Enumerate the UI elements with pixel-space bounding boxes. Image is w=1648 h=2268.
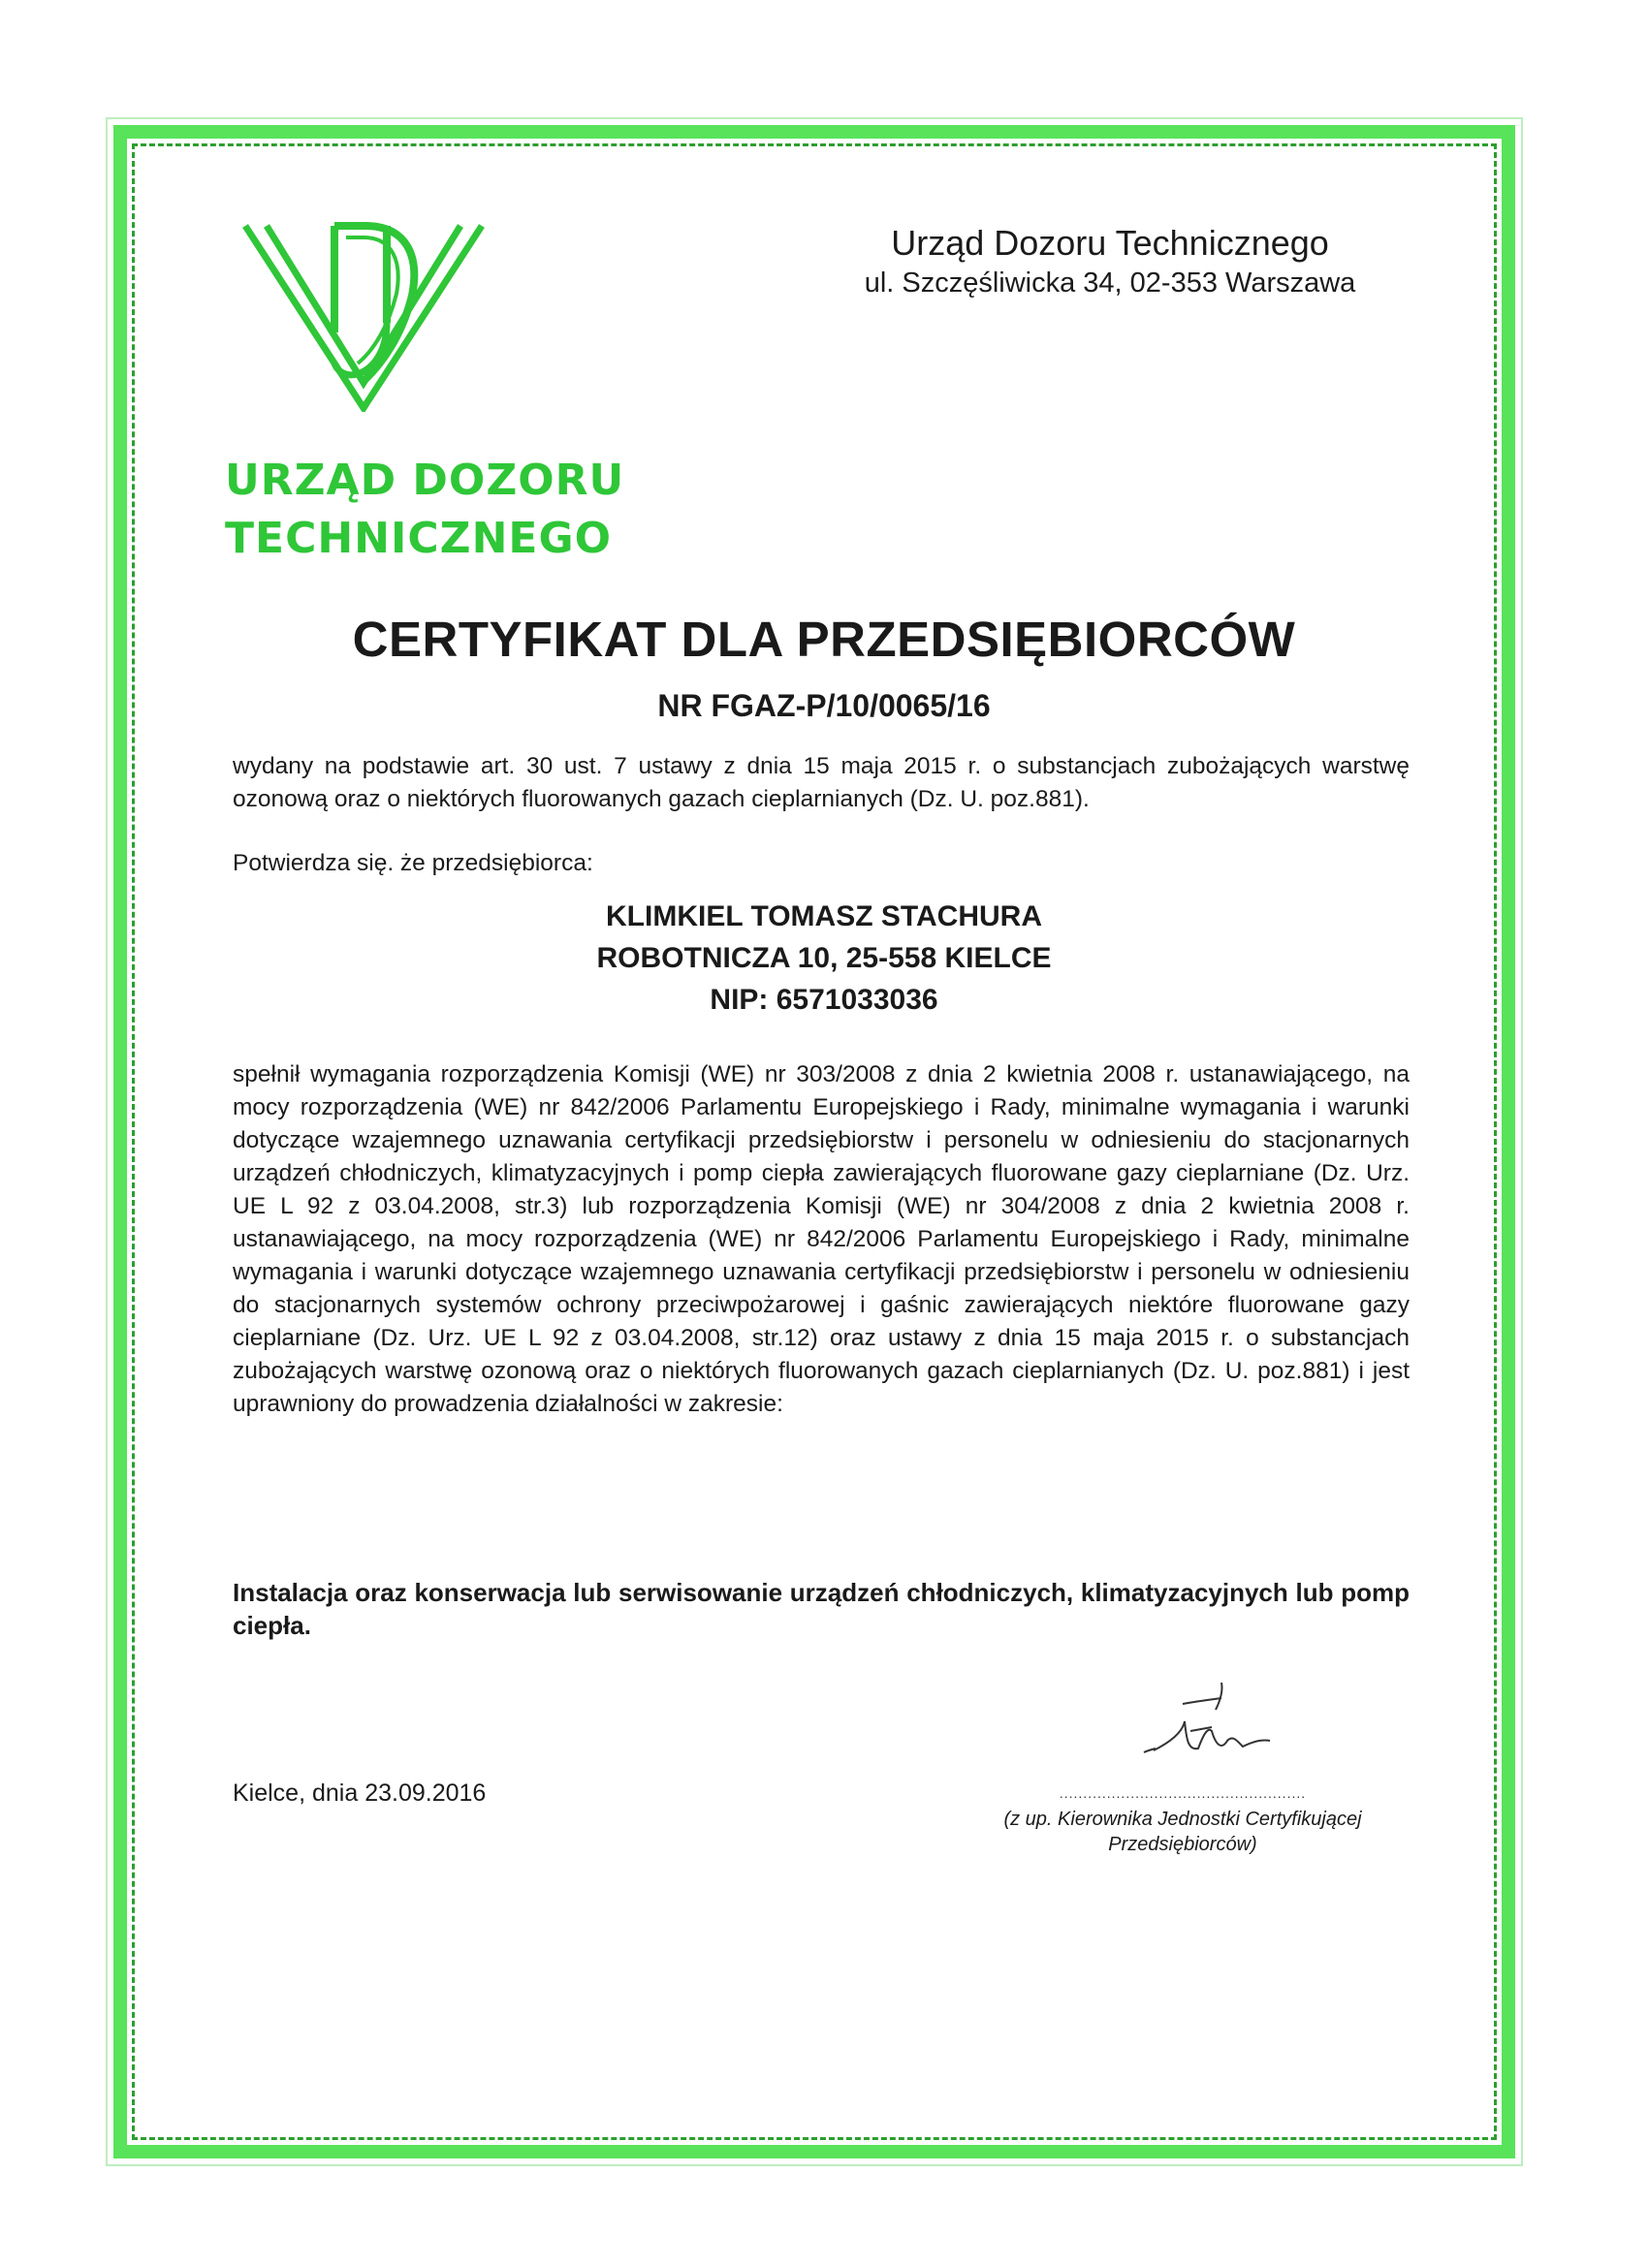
udt-logo-icon (238, 218, 490, 412)
confirmation-text: Potwierdza się. że przedsiębiorca: (233, 850, 593, 876)
handwritten-signature (1115, 1663, 1289, 1780)
logo-line-1: URZĄD DOZORU (225, 456, 625, 505)
company-name: KLIMKIEL TOMASZ STACHURA (606, 900, 1042, 932)
issuer-address: ul. Szczęśliwicka 34, 02-353 Warszawa (864, 268, 1356, 299)
logo-line-2: TECHNICZNEGO (225, 514, 612, 563)
requirements-text: spełnił wymagania rozporządzenia Komisji (WE) nr 303/2008 z dnia 2 kwietnia 2008 r. ustanawiającego, na mocy rozporządzenia (WE) nr 842/2006 Parlamentu Europejskiego i Rady, minimalne wymagania i warunki dotyczące wzajemnego uznawania certyfikacji przedsiębiorstw i personelu w odniesieniu do stacjonarnych urządzeń chłodniczych, klimatyzacyjnych i pomp ciepła zawierających fluorowane gazy cieplarniane (Dz. Urz. UE L 92 z 03.04.2008, str.3) lub rozporządzenia Komisji (WE) nr 304/2008 z dnia 2 kwietnia 2008 r. ustanawiającego, na mocy rozporządzenia (WE) nr 842/2006 Parlamentu Europejskiego i Rady, minimalne wymagania i warunki dotyczące wzajemnego uznawania certyfikacji przedsiębiorstw i personelu w odniesieniu do stacjonarnych systemów ochrony przeciwpożarowej i gaśnic zawierających niektóre fluorowane gazy cieplarniane (Dz. Urz. UE L 92 z 03.04.2008, str.12) oraz ustawy z dnia 15 maja 2015 r. o substancjach zubożających warstwę ozonową oraz o niektórych fluorowanych gazach cieplarnianych (Dz. U. poz.881) i jest uprawniony do prowadzenia działalności w zakresie: (233, 1061, 1410, 1417)
issuer-block (819, 221, 1401, 300)
signature-caption: (z up. Kierownika Jednostki Certyfikującej Przedsiębiorców) (1003, 1809, 1362, 1855)
logo-wordmark (225, 452, 625, 568)
company-nip: NIP: 6571033036 (710, 984, 938, 1016)
place-date: Kielce, dnia 23.09.2016 (233, 1780, 487, 1807)
certificate-title: CERTYFIKAT DLA PRZEDSIĘBIORCÓW (352, 612, 1296, 667)
company-block (427, 896, 1221, 1021)
issuer-name: Urząd Dozoru Technicznego (891, 223, 1329, 263)
certificate-number: NR FGAZ-P/10/0065/16 (657, 688, 991, 723)
scope-text: Instalacja oraz konserwacja lub serwisowanie urządzeń chłodniczych, klimatyzacyjnych lub pomp ciepła. (233, 1578, 1410, 1640)
signature-line: .................................................... (1059, 1785, 1307, 1801)
legal-basis-text: wydany na podstawie art. 30 ust. 7 ustawy z dnia 15 maja 2015 r. o substancjach zubożających warstwę ozonową oraz o niektórych fluorowanych gazach cieplarnianych (Dz. U. poz.881). (233, 753, 1410, 812)
company-address: ROBOTNICZA 10, 25-558 KIELCE (596, 942, 1052, 974)
